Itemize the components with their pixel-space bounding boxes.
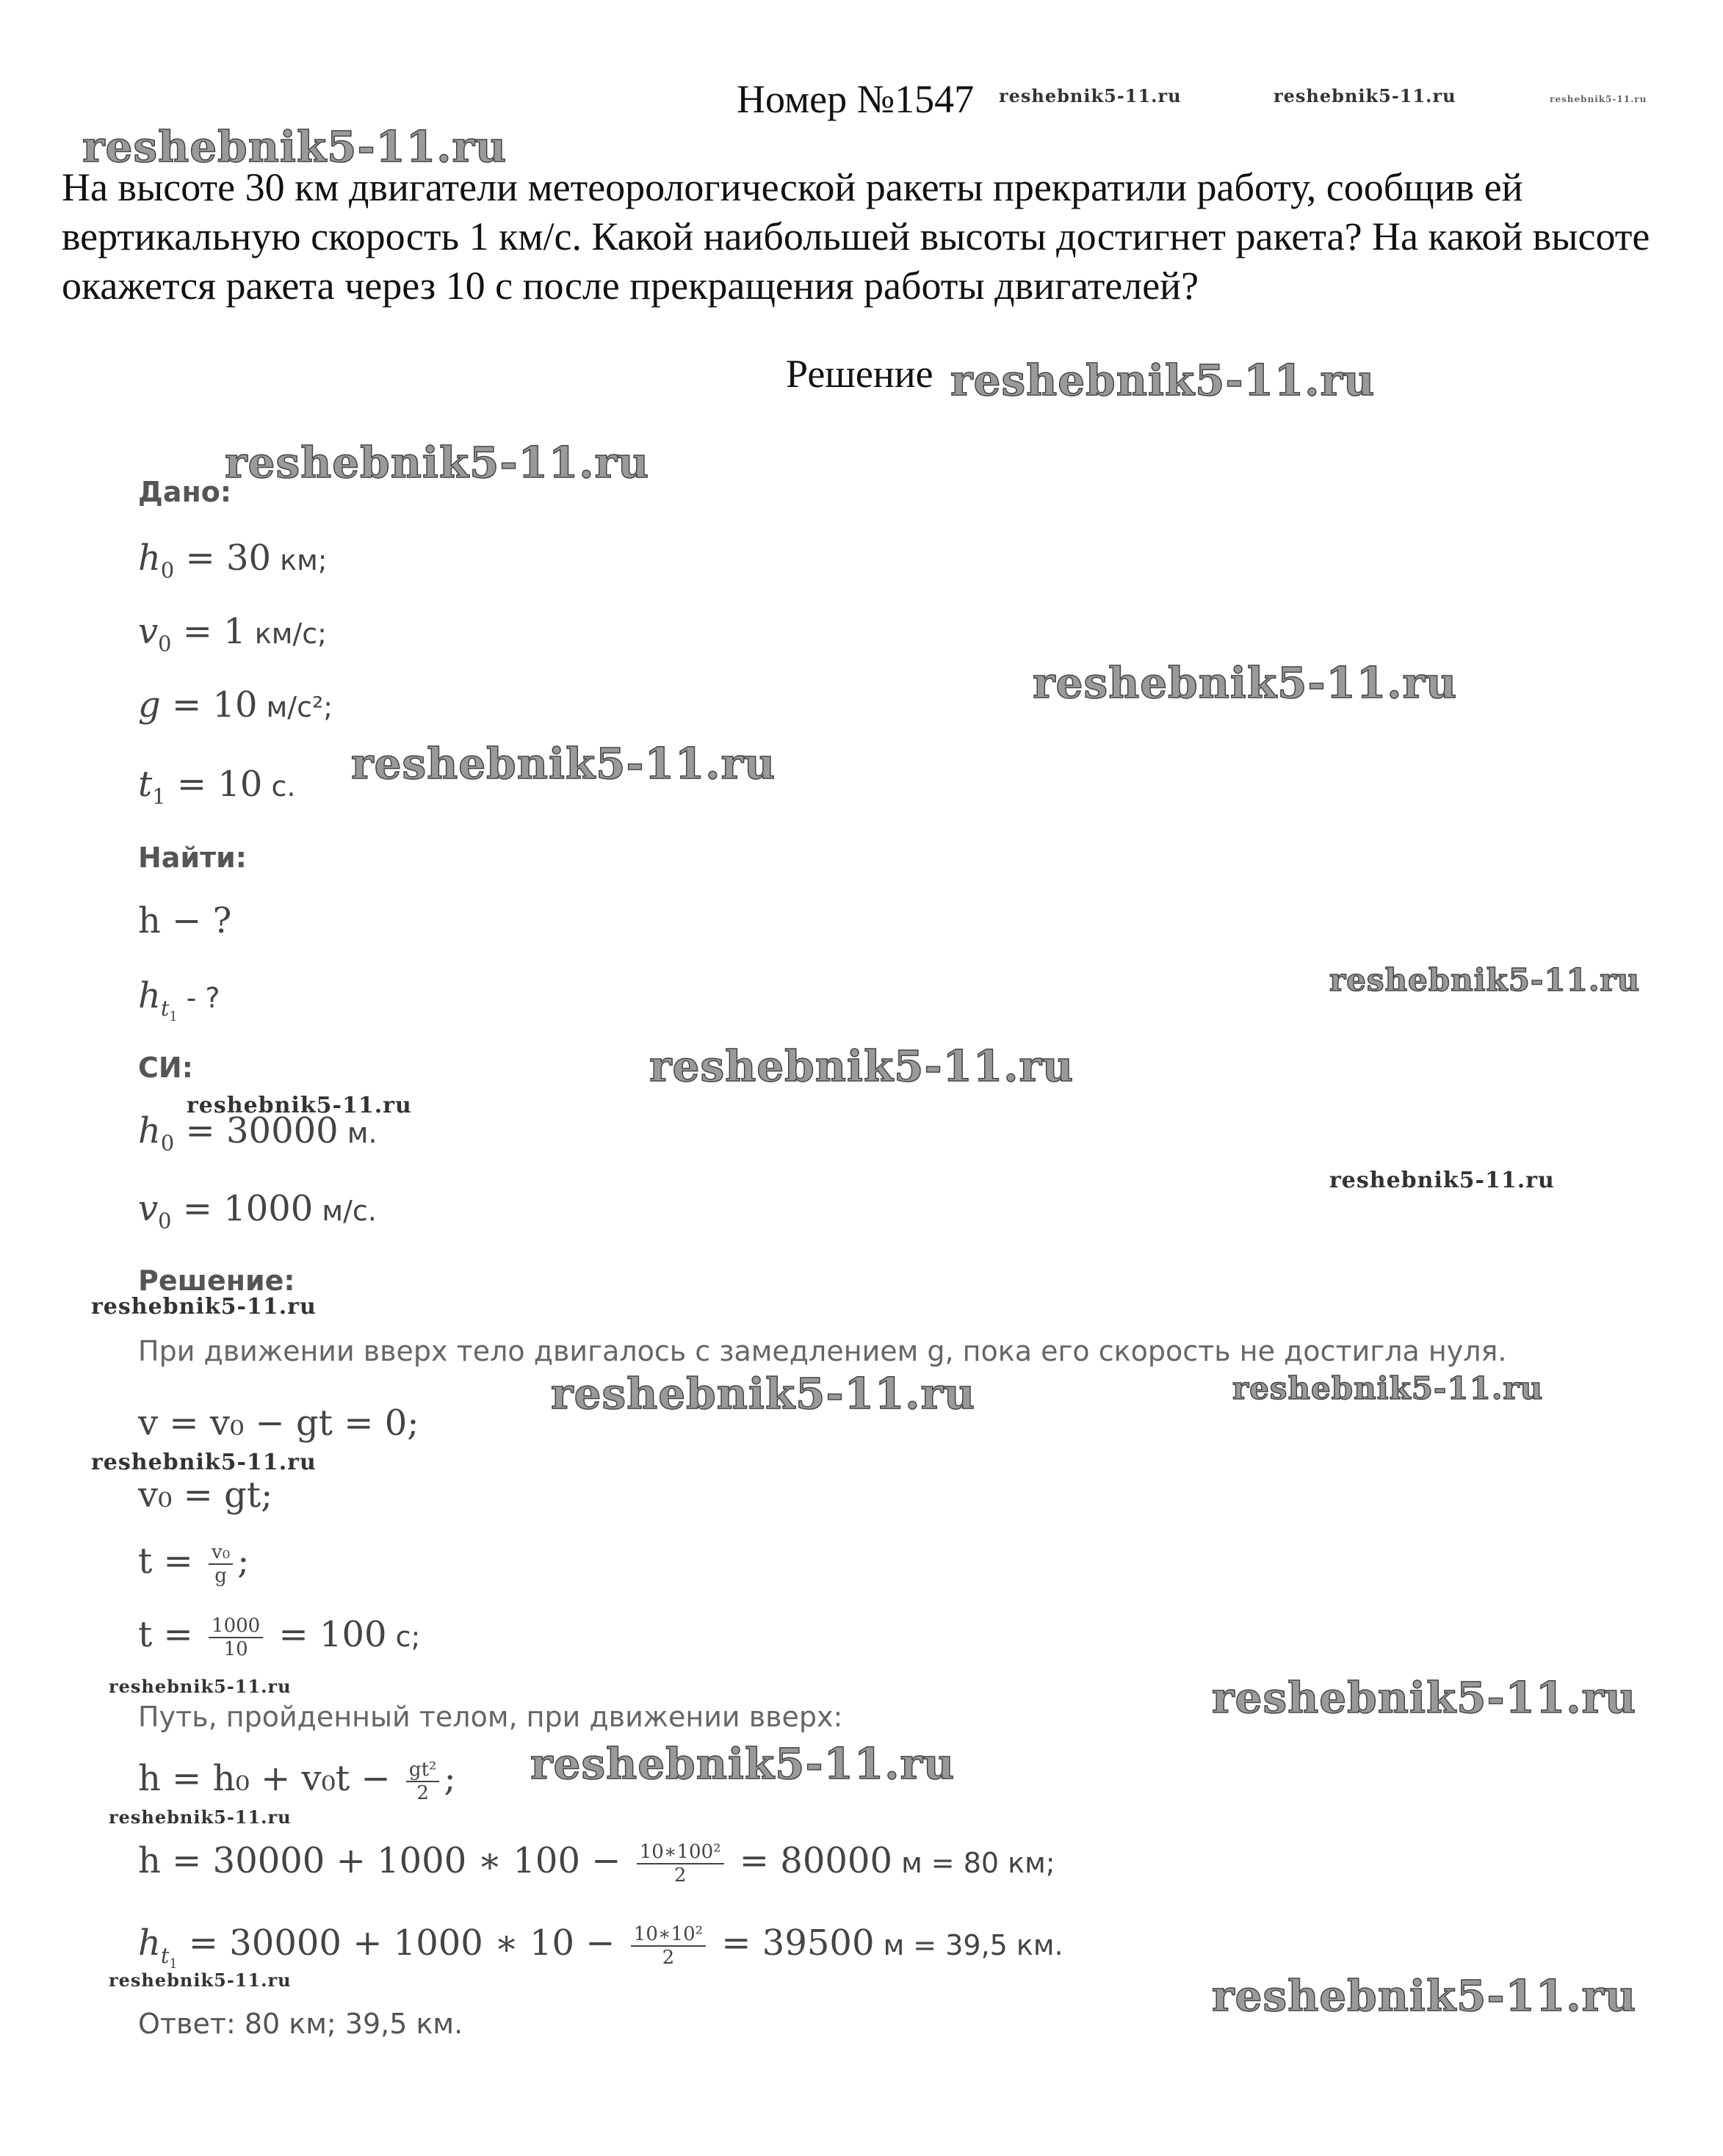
equation-4-unit: с; bbox=[386, 1621, 421, 1653]
si-v0-sub: 0 bbox=[158, 1208, 172, 1234]
equation-6-numerator: 10∗100² bbox=[637, 1841, 724, 1864]
find-ht1-sub: t bbox=[160, 995, 170, 1021]
watermark: reshebnik5-11.ru bbox=[950, 355, 1376, 405]
equation-4-numerator: 1000 bbox=[209, 1615, 263, 1638]
watermark: reshebnik5-11.ru bbox=[1329, 1168, 1555, 1193]
watermark: reshebnik5-11.ru bbox=[109, 1676, 292, 1697]
si-h0-rel: = 30000 bbox=[174, 1110, 339, 1151]
equation-5-numerator: gt² bbox=[406, 1759, 440, 1782]
watermark: reshebnik5-11.ru bbox=[187, 1093, 412, 1118]
given-h0-unit: км; bbox=[271, 544, 328, 576]
equation-7-fraction bbox=[631, 1923, 706, 1969]
equation-7-numerator: 10∗10² bbox=[631, 1923, 706, 1947]
watermark: reshebnik5-11.ru bbox=[109, 1969, 292, 1991]
watermark: reshebnik5-11.ru bbox=[551, 1369, 976, 1419]
equation-5 bbox=[138, 1758, 456, 1804]
given-h0-sub: 0 bbox=[160, 557, 175, 583]
equation-7-unit: м = 39,5 км. bbox=[874, 1929, 1063, 1961]
equation-6-unit: м = 80 км; bbox=[892, 1847, 1055, 1879]
equation-6 bbox=[138, 1840, 1055, 1886]
given-h0 bbox=[138, 538, 328, 583]
given-v0-rel: = 1 bbox=[171, 611, 246, 652]
equation-5-end: ; bbox=[444, 1758, 456, 1799]
given-v0 bbox=[138, 611, 327, 656]
si-v0-var: v bbox=[138, 1188, 159, 1229]
equation-6-fraction bbox=[637, 1841, 724, 1886]
given-t1-rel: = 10 bbox=[165, 764, 263, 805]
equation-6-rhs: = 80000 bbox=[728, 1840, 892, 1881]
watermark: reshebnik5-11.ru bbox=[82, 122, 507, 172]
si-h0-sub: 0 bbox=[160, 1130, 175, 1156]
si-h0-var: h bbox=[138, 1110, 161, 1151]
equation-6-lhs: h = 30000 + 1000 ∗ 100 − bbox=[138, 1840, 632, 1881]
find-ht1 bbox=[138, 975, 220, 1024]
given-v0-unit: км/с; bbox=[245, 618, 327, 650]
equation-3-lhs: t = bbox=[138, 1541, 205, 1582]
equation-3 bbox=[138, 1541, 249, 1587]
watermark: reshebnik5-11.ru bbox=[1212, 1971, 1637, 2021]
watermark: reshebnik5-11.ru bbox=[91, 1450, 317, 1475]
watermark: reshebnik5-11.ru bbox=[1550, 94, 1647, 104]
find-ht1-rest: - ? bbox=[177, 982, 220, 1014]
equation-4-denominator: 10 bbox=[223, 1638, 248, 1660]
watermark: reshebnik5-11.ru bbox=[225, 438, 650, 488]
watermark: reshebnik5-11.ru bbox=[1033, 658, 1458, 708]
equation-7-rhs: = 39500 bbox=[710, 1922, 875, 1964]
watermark: reshebnik5-11.ru bbox=[109, 1806, 292, 1828]
watermark: reshebnik5-11.ru bbox=[1329, 962, 1641, 998]
find-ht1-var: h bbox=[138, 975, 161, 1016]
find-label: Найти: bbox=[138, 842, 247, 874]
given-v0-sub: 0 bbox=[158, 631, 172, 656]
equation-7-lhs: = 30000 + 1000 ∗ 10 − bbox=[177, 1922, 626, 1964]
equation-7-subsub: 1 bbox=[169, 1956, 178, 1972]
equation-5-denominator: 2 bbox=[416, 1781, 429, 1804]
equation-3-end: ; bbox=[237, 1541, 250, 1582]
equation-6-denominator: 2 bbox=[673, 1864, 687, 1886]
solution-heading: Решение bbox=[786, 352, 933, 396]
equation-1: v = v₀ − gt = 0; bbox=[138, 1403, 419, 1444]
solution-text-1: При движении вверх тело двигалось с замедлением g, пока его скорость не достигла нуля. bbox=[138, 1335, 1507, 1367]
equation-7-var: h bbox=[138, 1922, 161, 1964]
given-g bbox=[138, 684, 333, 726]
equation-5-lhs: h = h₀ + v₀t − bbox=[138, 1758, 402, 1799]
equation-4 bbox=[138, 1614, 420, 1660]
watermark: reshebnik5-11.ru bbox=[649, 1041, 1074, 1091]
watermark: reshebnik5-11.ru bbox=[351, 739, 776, 789]
watermark: reshebnik5-11.ru bbox=[999, 85, 1182, 106]
equation-4-lhs: t = bbox=[138, 1614, 205, 1655]
find-h: h − ? bbox=[138, 900, 232, 941]
equation-3-denominator: g bbox=[214, 1564, 227, 1587]
equation-7-denominator: 2 bbox=[662, 1946, 675, 1969]
equation-3-numerator: v₀ bbox=[209, 1541, 233, 1565]
si-h0-unit: м. bbox=[338, 1117, 378, 1149]
problem-number-title: Номер №1547 bbox=[737, 77, 975, 121]
given-t1-var: t bbox=[138, 764, 153, 805]
solution-text-2: Путь, пройденный телом, при движении вверх: bbox=[138, 1701, 843, 1733]
equation-3-fraction bbox=[209, 1541, 233, 1587]
equation-7 bbox=[138, 1922, 1063, 1971]
si-v0 bbox=[138, 1188, 377, 1234]
answer-line: Ответ: 80 км; 39,5 км. bbox=[138, 2008, 463, 2040]
si-v0-unit: м/с. bbox=[313, 1195, 377, 1227]
given-g-rel: = 10 bbox=[160, 684, 258, 726]
watermark: reshebnik5-11.ru bbox=[91, 1294, 317, 1320]
equation-5-fraction bbox=[406, 1759, 440, 1804]
problem-statement: На высоте 30 км двигатели метеорологической ракеты прекратили работу, сообщив ей вертикальную скорость 1 км/с. Какой наибольшей высоты достигнет ракета? На какой высоте окажется ракета через 10 с после прекращения работы двигателей? bbox=[62, 165, 1650, 308]
equation-4-fraction bbox=[209, 1615, 263, 1660]
equation-2: v₀ = gt; bbox=[138, 1475, 273, 1516]
equation-4-rhs: = 100 bbox=[267, 1614, 387, 1655]
given-h0-rel: = 30 bbox=[174, 538, 272, 579]
equation-7-sub: t bbox=[160, 1942, 170, 1968]
watermark: reshebnik5-11.ru bbox=[1232, 1370, 1544, 1406]
given-t1-sub: 1 bbox=[152, 784, 166, 809]
si-v0-rel: = 1000 bbox=[171, 1188, 314, 1229]
given-t1-unit: с. bbox=[262, 770, 296, 803]
solution-label: Решение: bbox=[138, 1265, 295, 1297]
find-ht1-subsub: 1 bbox=[169, 1009, 178, 1024]
given-h0-var: h bbox=[138, 538, 161, 579]
given-g-var: g bbox=[138, 684, 161, 726]
si-label: СИ: bbox=[138, 1052, 193, 1084]
given-t1 bbox=[138, 764, 296, 809]
watermark: reshebnik5-11.ru bbox=[530, 1739, 956, 1789]
given-label: Дано: bbox=[138, 476, 232, 508]
watermark: reshebnik5-11.ru bbox=[1274, 85, 1456, 106]
watermark: reshebnik5-11.ru bbox=[1212, 1673, 1637, 1723]
given-g-unit: м/с²; bbox=[257, 691, 333, 723]
given-v0-var: v bbox=[138, 611, 159, 652]
